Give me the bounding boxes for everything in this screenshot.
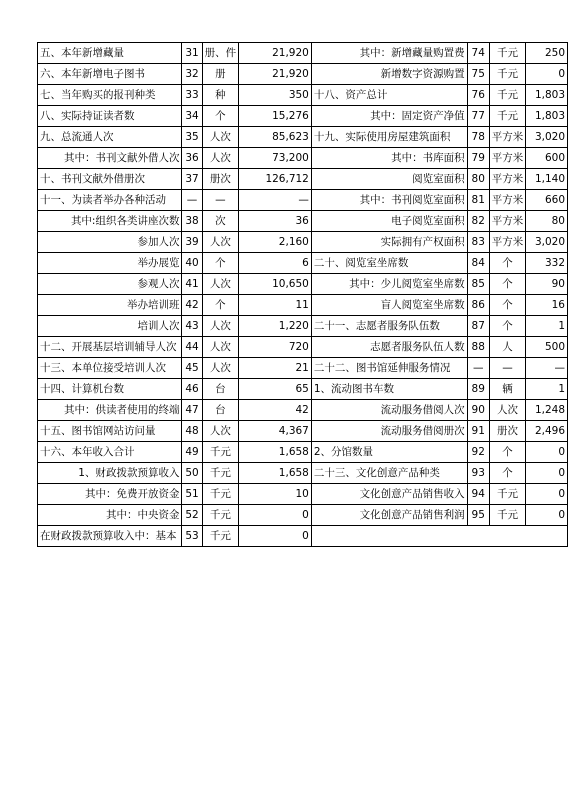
table-row [38,43,568,64]
left-item-code-cell: 48 [182,421,202,442]
right-item-value-cell: 332 [526,253,568,274]
left-item-name-cell: 参观人次 [38,274,182,295]
left-item-name-cell: 其中:组织各类讲座次数 [38,211,182,232]
right-item-value-cell: 0 [526,64,568,85]
left-item-value-cell: 4,367 [239,421,312,442]
right-item-unit-cell: 平方米 [489,232,526,253]
left-item-unit-cell: 千元 [202,484,239,505]
left-item-code-cell: 44 [182,337,202,358]
right-item-value-cell: 600 [526,148,568,169]
right-item-code-cell: 82 [467,211,489,232]
table-body [38,43,568,547]
left-item-unit-cell: 个 [202,253,239,274]
left-item-unit-cell: 次 [202,211,239,232]
left-item-name-cell: 其中：供读者使用的终端 [38,400,182,421]
left-item-name-cell: 十、书刊文献外借册次 [38,169,182,190]
left-item-code-cell: 47 [182,400,202,421]
right-item-name-cell: 盲人阅览室坐席数 [311,295,467,316]
left-item-value-cell: 2,160 [239,232,312,253]
right-item-value-cell: 500 [526,337,568,358]
left-item-code-cell: 37 [182,169,202,190]
left-item-name-cell: 十五、图书馆网站访问量 [38,421,182,442]
left-item-code-cell: 39 [182,232,202,253]
right-item-code-cell: 88 [467,337,489,358]
left-item-code-cell: 42 [182,295,202,316]
left-item-name-cell: 七、当年购买的报刊种类 [38,85,182,106]
table-row [38,127,568,148]
left-item-name-cell: 十四、计算机台数 [38,379,182,400]
table-row [38,358,568,379]
left-item-value-cell: 6 [239,253,312,274]
left-item-unit-cell: 台 [202,379,239,400]
right-item-unit-cell: 平方米 [489,169,526,190]
left-item-value-cell: 42 [239,400,312,421]
left-item-value-cell: 126,712 [239,169,312,190]
left-item-value-cell: 1,220 [239,316,312,337]
left-item-unit-cell: 人次 [202,316,239,337]
right-item-code-cell: 76 [467,85,489,106]
left-item-unit-cell: 人次 [202,127,239,148]
right-item-value-cell: 90 [526,274,568,295]
table-row [38,85,568,106]
right-item-value-cell: 1,140 [526,169,568,190]
right-item-code-cell: 80 [467,169,489,190]
right-item-code-cell: 93 [467,463,489,484]
right-item-name-cell: 二十、阅览室坐席数 [311,253,467,274]
left-item-name-cell: 十二、开展基层培训辅导人次 [38,337,182,358]
right-item-name-cell: 志愿者服务队伍人数 [311,337,467,358]
right-item-name-cell: 2、分馆数量 [311,442,467,463]
right-item-code-cell: 90 [467,400,489,421]
left-item-value-cell: 1,658 [239,442,312,463]
table-row [38,64,568,85]
right-item-name-cell: 流动服务借阅册次 [311,421,467,442]
right-item-name-cell: 二十一、志愿者服务队伍数 [311,316,467,337]
left-item-value-cell: 10,650 [239,274,312,295]
right-item-unit-cell: 个 [489,442,526,463]
table-row [38,274,568,295]
left-item-name-cell: 其中：免费开放资金 [38,484,182,505]
left-item-code-cell: 49 [182,442,202,463]
left-item-value-cell: 85,623 [239,127,312,148]
left-item-unit-cell: 人次 [202,358,239,379]
left-item-code-cell: 36 [182,148,202,169]
right-item-value-cell: 1 [526,379,568,400]
right-item-unit-cell: 个 [489,316,526,337]
left-item-code-cell: 52 [182,505,202,526]
left-item-code-cell: 35 [182,127,202,148]
left-item-unit-cell: 个 [202,106,239,127]
left-item-name-cell: 九、总流通人次 [38,127,182,148]
table-row [38,106,568,127]
left-item-unit-cell: 千元 [202,463,239,484]
right-item-name-cell: 二十二、图书馆延伸服务情况 [311,358,467,379]
right-item-name-cell: 新增数字资源购置 [311,64,467,85]
left-item-code-cell: 32 [182,64,202,85]
left-item-name-cell: 在财政拨款预算收入中：基本 [38,526,182,547]
table-row [38,211,568,232]
left-item-code-cell: 41 [182,274,202,295]
right-item-code-cell: 77 [467,106,489,127]
right-item-value-cell: 16 [526,295,568,316]
left-item-value-cell: 21,920 [239,43,312,64]
right-item-name-cell: 1、流动图书车数 [311,379,467,400]
left-item-code-cell: 50 [182,463,202,484]
right-item-code-cell: 83 [467,232,489,253]
left-item-value-cell: 720 [239,337,312,358]
right-item-code-cell: 84 [467,253,489,274]
left-item-code-cell: 51 [182,484,202,505]
left-item-name-cell: 参加人次 [38,232,182,253]
right-item-code-cell: — [467,358,489,379]
right-item-value-cell: 0 [526,442,568,463]
right-item-code-cell: 87 [467,316,489,337]
right-item-unit-cell: 千元 [489,64,526,85]
right-item-unit-cell: 千元 [489,505,526,526]
left-item-value-cell: 73,200 [239,148,312,169]
right-item-code-cell: 74 [467,43,489,64]
right-item-value-cell: 250 [526,43,568,64]
right-item-name-cell: 阅览室面积 [311,169,467,190]
right-item-unit-cell: 平方米 [489,127,526,148]
right-item-code-cell: 95 [467,505,489,526]
left-item-value-cell: 0 [239,526,312,547]
left-item-value-cell: 65 [239,379,312,400]
left-item-name-cell: 十六、本年收入合计 [38,442,182,463]
table-row [38,400,568,421]
right-item-unit-cell: 个 [489,253,526,274]
left-item-code-cell: 40 [182,253,202,274]
left-item-code-cell: 43 [182,316,202,337]
left-item-code-cell: 33 [182,85,202,106]
table-row [38,379,568,400]
right-item-unit-cell: 册次 [489,421,526,442]
right-item-name-cell: 文化创意产品销售收入 [311,484,467,505]
right-item-value-cell: 0 [526,484,568,505]
right-item-unit-cell: 平方米 [489,211,526,232]
right-item-code-cell: 78 [467,127,489,148]
left-item-code-cell: — [182,190,202,211]
left-item-value-cell: 1,658 [239,463,312,484]
right-item-name-cell: 十九、实际使用房屋建筑面积 [311,127,467,148]
left-item-name-cell: 十一、为读者举办各种活动 [38,190,182,211]
left-item-unit-cell: 册次 [202,169,239,190]
table-row [38,169,568,190]
right-item-value-cell: 2,496 [526,421,568,442]
right-item-code-cell: 81 [467,190,489,211]
table-row [38,316,568,337]
left-item-value-cell: 21,920 [239,64,312,85]
right-item-code-cell: 85 [467,274,489,295]
right-item-code-cell: 75 [467,64,489,85]
left-item-unit-cell: 人次 [202,232,239,253]
left-item-name-cell: 五、本年新增藏量 [38,43,182,64]
right-item-value-cell: 1,803 [526,85,568,106]
right-item-value-cell: 1,803 [526,106,568,127]
right-item-code-cell: 79 [467,148,489,169]
right-item-code-cell: 91 [467,421,489,442]
empty-cell [311,526,567,547]
table-row [38,232,568,253]
right-item-unit-cell: 千元 [489,106,526,127]
right-item-code-cell: 94 [467,484,489,505]
left-item-name-cell: 培训人次 [38,316,182,337]
right-item-name-cell: 流动服务借阅人次 [311,400,467,421]
left-item-name-cell: 八、实际持证读者数 [38,106,182,127]
right-item-unit-cell: 人次 [489,400,526,421]
left-item-unit-cell: 人次 [202,274,239,295]
right-item-value-cell: 1,248 [526,400,568,421]
left-item-unit-cell: 千元 [202,526,239,547]
left-item-unit-cell: 人次 [202,421,239,442]
right-item-value-cell: 3,020 [526,232,568,253]
right-item-value-cell: 0 [526,463,568,484]
left-item-value-cell: — [239,190,312,211]
left-item-name-cell: 1、财政拨款预算收入 [38,463,182,484]
left-item-unit-cell: 千元 [202,442,239,463]
left-item-name-cell: 六、本年新增电子图书 [38,64,182,85]
left-item-name-cell: 举办展览 [38,253,182,274]
left-item-unit-cell: — [202,190,239,211]
right-item-value-cell: 1 [526,316,568,337]
right-item-name-cell: 文化创意产品销售利润 [311,505,467,526]
left-item-code-cell: 45 [182,358,202,379]
left-item-value-cell: 36 [239,211,312,232]
right-item-name-cell: 其中：新增藏量购置费 [311,43,467,64]
table-row [38,505,568,526]
left-item-value-cell: 350 [239,85,312,106]
left-item-unit-cell: 册、件 [202,43,239,64]
left-item-code-cell: 34 [182,106,202,127]
table-row [38,190,568,211]
right-item-name-cell: 电子阅览室面积 [311,211,467,232]
left-item-unit-cell: 种 [202,85,239,106]
left-item-name-cell: 其中：中央资金 [38,505,182,526]
table-row [38,463,568,484]
right-item-value-cell: 0 [526,505,568,526]
right-item-name-cell: 其中：书刊阅览室面积 [311,190,467,211]
left-item-value-cell: 15,276 [239,106,312,127]
left-item-value-cell: 11 [239,295,312,316]
right-item-name-cell: 其中：少儿阅览室坐席数 [311,274,467,295]
right-item-name-cell: 其中：固定资产净值 [311,106,467,127]
right-item-code-cell: 89 [467,379,489,400]
right-item-name-cell: 二十三、文化创意产品种类 [311,463,467,484]
left-item-name-cell: 举办培训班 [38,295,182,316]
right-item-unit-cell: 平方米 [489,148,526,169]
right-item-unit-cell: 个 [489,274,526,295]
right-item-unit-cell: — [489,358,526,379]
left-item-value-cell: 10 [239,484,312,505]
left-item-code-cell: 53 [182,526,202,547]
right-item-unit-cell: 个 [489,463,526,484]
right-item-unit-cell: 辆 [489,379,526,400]
right-item-unit-cell: 千元 [489,85,526,106]
left-item-unit-cell: 人次 [202,148,239,169]
right-item-unit-cell: 平方米 [489,190,526,211]
left-item-value-cell: 21 [239,358,312,379]
statistics-table [37,42,568,547]
left-item-value-cell: 0 [239,505,312,526]
right-item-unit-cell: 千元 [489,43,526,64]
right-item-code-cell: 86 [467,295,489,316]
right-item-unit-cell: 千元 [489,484,526,505]
right-item-value-cell: 660 [526,190,568,211]
right-item-code-cell: 92 [467,442,489,463]
table-row [38,526,568,547]
right-item-value-cell: — [526,358,568,379]
right-item-value-cell: 3,020 [526,127,568,148]
table-row [38,295,568,316]
left-item-code-cell: 46 [182,379,202,400]
left-item-unit-cell: 千元 [202,505,239,526]
left-item-code-cell: 31 [182,43,202,64]
table-row [38,421,568,442]
table-row [38,442,568,463]
left-item-code-cell: 38 [182,211,202,232]
left-item-unit-cell: 台 [202,400,239,421]
left-item-name-cell: 十三、本单位接受培训人次 [38,358,182,379]
table-row [38,253,568,274]
right-item-unit-cell: 人 [489,337,526,358]
left-item-unit-cell: 个 [202,295,239,316]
right-item-value-cell: 80 [526,211,568,232]
right-item-name-cell: 十八、资产总计 [311,85,467,106]
left-item-unit-cell: 册 [202,64,239,85]
left-item-unit-cell: 人次 [202,337,239,358]
left-item-name-cell: 其中：书刊文献外借人次 [38,148,182,169]
right-item-name-cell: 实际拥有产权面积 [311,232,467,253]
table-row [38,337,568,358]
right-item-name-cell: 其中：书库面积 [311,148,467,169]
right-item-unit-cell: 个 [489,295,526,316]
table-row [38,484,568,505]
table-row [38,148,568,169]
